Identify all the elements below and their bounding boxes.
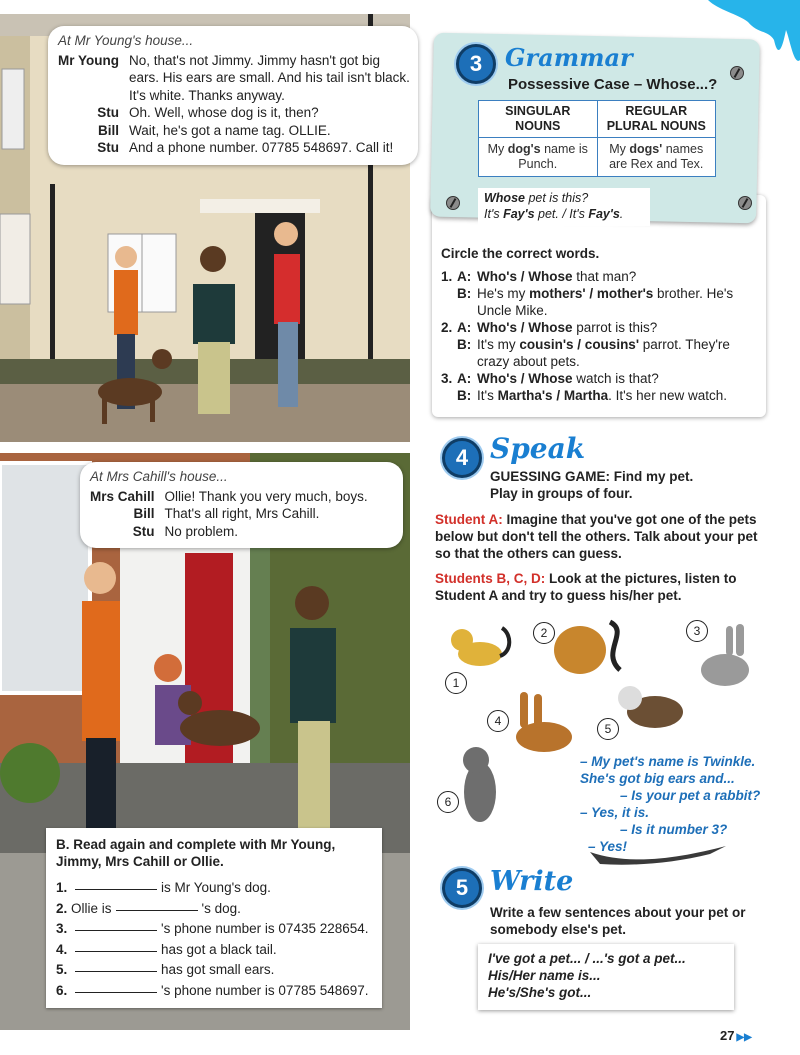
line-text: That's all right, Mrs Cahill. [164, 506, 320, 521]
speak-groups: Play in groups of four. [490, 486, 633, 501]
student-a-text: Student A: Imagine that you've got one of the pets below but don't tell the others. Talk about your pet so that the others can guess. [435, 512, 758, 561]
answer-blank[interactable] [75, 971, 157, 972]
dialogue-line: – Yes! [588, 839, 628, 854]
write-line: His/Her name is... [488, 968, 601, 983]
section-number-4: 4 [442, 438, 482, 478]
top-story-intro: At Mr Young's house... [58, 33, 194, 48]
pet-dog-5 [618, 686, 683, 728]
top-dialogue [58, 52, 410, 157]
answer-blank[interactable] [75, 930, 157, 931]
item-number: 4. [56, 941, 68, 957]
pet-dog-1 [451, 628, 509, 666]
item-post: is Mr Young's dog. [161, 880, 271, 895]
item-number: 3. [56, 921, 68, 937]
item-number: 2. [56, 900, 68, 916]
section-number-5: 5 [442, 868, 482, 908]
line-text: And a phone number. 07785 548697. Call it! [129, 140, 394, 155]
item-post: 's dog. [201, 900, 241, 916]
section-number-3: 3 [456, 44, 496, 84]
choice-q2a[interactable]: Who's / Whose [477, 320, 573, 335]
line-text: Wait, he's got a name tag. OLLIE. [129, 122, 331, 138]
dialogue-line: – Is your pet a rabbit? [620, 788, 761, 803]
choice-q3a[interactable]: Who's / Whose [477, 371, 573, 386]
write-note [478, 944, 734, 1010]
exercise-b-item [56, 899, 372, 920]
dialogue-line: She's got big ears and... [580, 771, 735, 786]
speaker: Mr Young [58, 52, 119, 68]
item-number: 5. [56, 962, 68, 978]
answer-blank[interactable] [75, 992, 157, 993]
pet-rabbit-4 [516, 692, 572, 752]
plural-example: My dogs' names are Rex and Tex. [597, 138, 716, 177]
answer-blank[interactable] [116, 910, 198, 911]
page-number: 27 ▶▶ [720, 1028, 752, 1043]
item-number: 1. [56, 880, 68, 895]
write-title: Write [490, 866, 574, 897]
item-post: has got a black tail. [161, 941, 277, 957]
bottom-story-intro: At Mrs Cahill's house... [90, 469, 228, 484]
pet-rabbit-3 [701, 624, 749, 686]
write-line: He's/She's got... [488, 985, 592, 1000]
speak-game: GUESSING GAME: Find my pet. [490, 469, 694, 484]
boy-orange-2 [82, 562, 120, 848]
pet-number: 2 [533, 622, 555, 644]
bottom-speech-bubble [80, 462, 403, 548]
speaker: Stu [132, 523, 155, 539]
exercise-b-item [56, 940, 372, 961]
speaker: Mrs Cahill [90, 488, 155, 504]
item-post: 's phone number is 07435 228654. [161, 921, 369, 937]
screw-icon [446, 196, 460, 210]
write-line: I've got a pet... / ...'s got a pet... [488, 951, 686, 966]
grammar-instruction: Circle the correct words. [441, 246, 600, 261]
screw-icon [730, 66, 744, 80]
pet-number: 3 [686, 620, 708, 642]
exercise-b-box [46, 828, 382, 1008]
exercise-b-item [56, 981, 372, 1002]
item-number: 6. [56, 982, 68, 998]
item-post: has got small ears. [161, 962, 275, 978]
speak-dialogue [580, 753, 770, 855]
grammar-title: Grammar [505, 43, 633, 72]
pet-number: 6 [437, 791, 459, 813]
pet-cat-6 [463, 747, 496, 822]
dialogue-line: – My pet's name is Twinkle. [580, 754, 756, 769]
speaker: Bill [133, 506, 155, 521]
singular-example: My dog's name is Punch. [479, 138, 598, 177]
whose-q: pet is this? [524, 191, 589, 205]
dialogue-line: – Yes, it is. [580, 805, 650, 820]
item-post: 's phone number is 07785 548697. [161, 982, 369, 998]
choice-q1a[interactable]: Who's / Whose [477, 269, 573, 284]
pet-number: 1 [445, 672, 467, 694]
answer-blank[interactable] [75, 889, 157, 890]
exercise-b-item [56, 960, 372, 981]
exercise-b-item [56, 878, 372, 899]
grammar-exercise: 1. A: Who's / Whose that man? B: He's my mothers' / mother's brother. He's Uncle Mike. 2. A: Who's / Whose parrot is this? B: It's my cousin's / cousins' parrot. They're crazy about pets. 3. A: Who's / Whose watch is that? B: It's Martha's / Martha. It's her new watch. [441, 269, 734, 403]
line-text: No, that's not Jimmy. Jimmy hasn't got big ears. His ears are small. And his tail isn't black. It's white. Thanks anyway. [129, 52, 410, 103]
whose-example-box: Whose pet is this? It's Fay's pet. / It's Fay's. [478, 188, 650, 226]
speak-title: Speak [490, 432, 586, 465]
speaker: Stu [97, 140, 119, 155]
possessive-table [478, 100, 716, 177]
students-bcd-text: Students B, C, D: Look at the pictures, listen to Student A and try to guess his/her pet. [435, 571, 737, 603]
speech-tail-decoration [590, 842, 730, 872]
choice-q2b[interactable]: cousin's / cousins' [519, 337, 640, 352]
speaker: Bill [97, 122, 119, 138]
exercise-b-title: B. Read again and complete with Mr Young, Jimmy, Mrs Cahill or Ollie. [56, 837, 336, 869]
answer-blank[interactable] [75, 951, 157, 952]
line-text: Oh. Well, whose dog is it, then? [129, 105, 319, 120]
screw-icon [738, 196, 752, 210]
line-text: Ollie! Thank you very much, boys. [164, 488, 368, 504]
dialogue-line: – Is it number 3? [620, 822, 728, 837]
speaker: Stu [97, 105, 119, 120]
choice-q1b[interactable]: mothers' / mother's [529, 286, 654, 301]
item-pre: Ollie is [71, 900, 112, 916]
col-header-singular: SINGULAR NOUNS [479, 101, 598, 138]
bottom-dialogue [90, 488, 395, 541]
choice-q3b[interactable]: Martha's / Martha [497, 388, 609, 403]
pet-number: 5 [597, 718, 619, 740]
forward-arrows-icon: ▶▶ [736, 1032, 752, 1043]
top-speech-bubble [48, 26, 418, 165]
grammar-subtitle: Possessive Case – Whose...? [508, 76, 718, 93]
exercise-b-item [56, 919, 372, 940]
line-text: No problem. [164, 523, 239, 539]
pet-number: 4 [487, 710, 509, 732]
col-header-plural: REGULAR PLURAL NOUNS [597, 101, 716, 138]
write-instruction: Write a few sentences about your pet or somebody else's pet. [490, 905, 746, 937]
whose-word: Whose [484, 191, 525, 205]
pet-cat-2 [554, 622, 620, 674]
